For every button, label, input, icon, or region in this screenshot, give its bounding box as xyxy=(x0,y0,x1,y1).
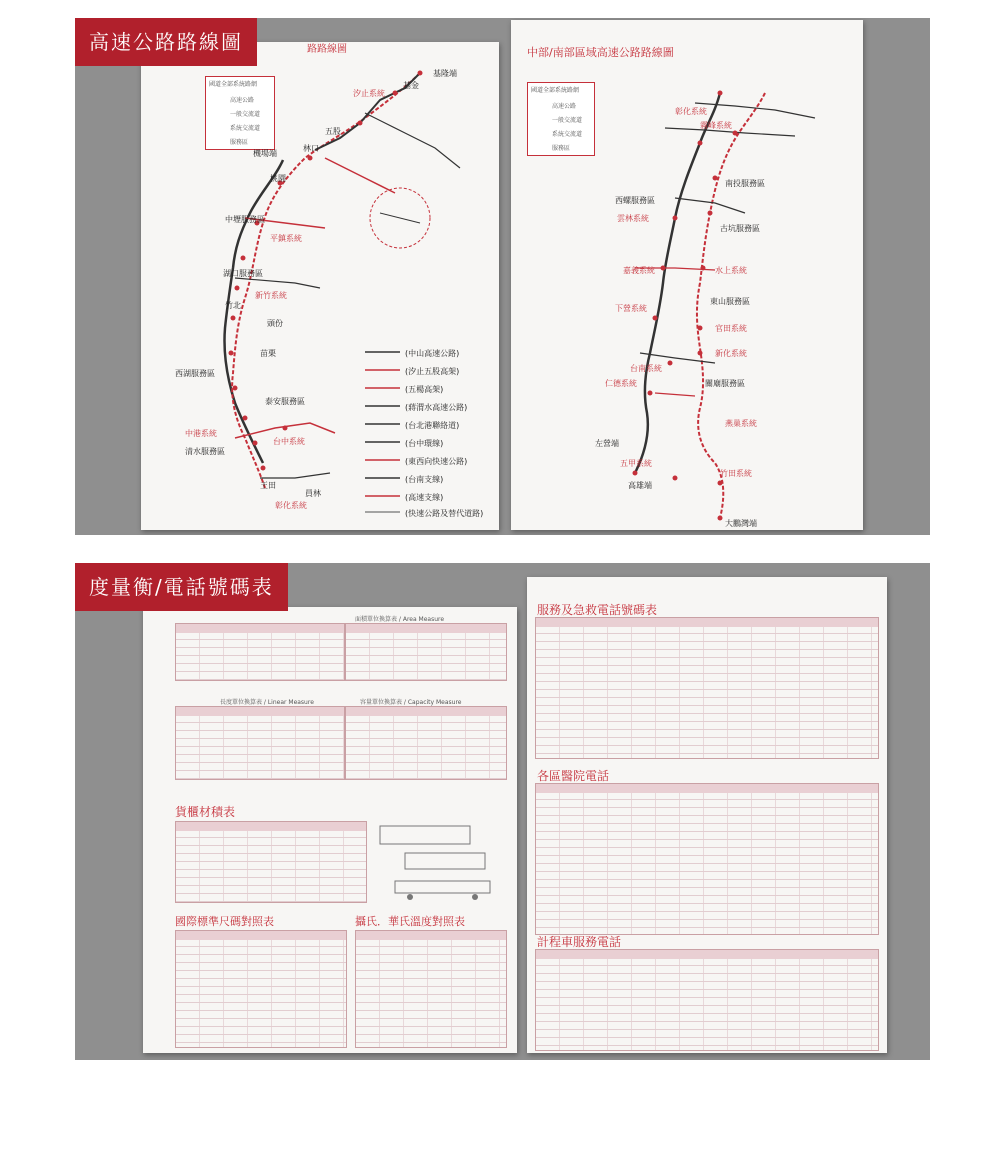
place-label: 彰化系統 xyxy=(675,107,707,116)
place-label: 南投服務區 xyxy=(725,179,765,188)
road-legend-item: (五楊高架) xyxy=(405,385,444,394)
road-legend-item: (快速公路及替代道路) xyxy=(405,509,484,518)
taxi-phone-title: 計程車服務電話 xyxy=(537,935,622,949)
highway-map-photo xyxy=(75,18,930,535)
area-measure-table xyxy=(175,623,345,681)
legend-item-2: 一般交流道 xyxy=(230,111,261,118)
place-label: 基隆端 xyxy=(433,69,457,78)
place-label: 台南系統 xyxy=(630,364,662,373)
place-label: 仁德系統 xyxy=(605,379,637,388)
area-measure-table-2 xyxy=(345,623,507,681)
place-label: 機場端 xyxy=(253,149,277,158)
place-label: 竹北 xyxy=(225,301,241,310)
place-label: 五甲系統 xyxy=(620,459,652,468)
linear-measure-title: 長度單位換算表 / Linear Measure xyxy=(220,699,314,706)
size-table xyxy=(175,930,347,1048)
measure-phone-photo xyxy=(75,563,930,1060)
place-label: 新化系統 xyxy=(715,349,747,358)
place-label: 下營系統 xyxy=(615,304,647,313)
place-label: 基金 xyxy=(403,81,419,90)
place-label: 大鵬灣端 xyxy=(725,519,757,528)
road-legend-item: (台南支線) xyxy=(405,475,444,484)
place-label: 汐止系統 xyxy=(353,89,385,98)
legend-item-3: 系統交流道 xyxy=(552,131,583,138)
linear-measure-table xyxy=(175,706,345,780)
container-table-title: 貨櫃材積表 xyxy=(175,805,236,819)
place-label: 霧峰系統 xyxy=(700,121,732,130)
service-phone-table xyxy=(535,617,879,759)
legend-item-1: 高速公路 xyxy=(552,103,577,110)
road-legend-item: (蔣渭水高速公路) xyxy=(405,403,468,412)
place-label: 清水服務區 xyxy=(185,447,225,456)
place-label: 雲林系統 xyxy=(617,214,649,223)
place-label: 左營端 xyxy=(595,439,619,448)
hospital-phone-table xyxy=(535,783,879,935)
place-label: 西螺服務區 xyxy=(615,196,655,205)
road-legend-item: (東西向快速公路) xyxy=(405,457,468,466)
place-label: 中壢服務區 xyxy=(225,215,265,224)
place-label: 高雄端 xyxy=(628,481,652,490)
place-label: 頭份 xyxy=(267,319,283,328)
place-label: 王田 xyxy=(260,481,276,490)
place-label: 關廟服務區 xyxy=(705,379,745,388)
place-label: 東山服務區 xyxy=(710,297,750,306)
highway-route-drawing xyxy=(75,18,930,535)
road-legend-item: (汐止五股高架) xyxy=(405,367,460,376)
place-label: 桃園 xyxy=(270,174,286,183)
section-banner-measure: 度量衡/電話號碼表 xyxy=(75,563,288,611)
road-legend-item: (中山高速公路) xyxy=(405,349,460,358)
place-label: 古坑服務區 xyxy=(720,224,760,233)
place-label: 水上系統 xyxy=(715,266,747,275)
highway-1-line xyxy=(224,160,283,463)
left-map-legend: 國道全部系統路網 高速公路 一般交流道 系統交流道 服務區 xyxy=(205,76,275,150)
road-legend-item: (高速支線) xyxy=(405,493,444,502)
container-table xyxy=(175,821,367,903)
place-label: 燕巢系統 xyxy=(725,419,757,428)
legend-item-2: 一般交流道 xyxy=(552,117,583,124)
place-label: 中港系統 xyxy=(185,429,217,438)
right-map-legend: 國道全部系統路網 高速公路 一般交流道 系統交流道 服務區 xyxy=(527,82,595,156)
section-banner-map: 高速公路路線圖 xyxy=(75,18,257,66)
legend-item-1: 高速公路 xyxy=(230,97,255,104)
place-label: 台中系統 xyxy=(273,437,305,446)
place-label: 官田系統 xyxy=(715,324,747,333)
service-phone-title: 服務及急救電話號碼表 xyxy=(537,603,658,617)
place-label: 平鎮系統 xyxy=(270,234,302,243)
road-legend-item: (台中環線) xyxy=(405,439,444,448)
legend-item-4: 服務區 xyxy=(552,145,571,152)
temperature-table xyxy=(355,930,507,1048)
place-label: 彰化系統 xyxy=(275,501,307,510)
size-table-title: 國際標準尺碼對照表 xyxy=(175,915,274,928)
place-label: 西湖服務區 xyxy=(175,369,215,378)
left-map-title: 路路線圖 xyxy=(307,44,347,55)
taxi-phone-table xyxy=(535,949,879,1051)
capacity-measure-table xyxy=(345,706,507,780)
place-label: 員林 xyxy=(305,489,321,498)
hospital-phone-title: 各區醫院電話 xyxy=(537,769,610,783)
place-label: 湖口服務區 xyxy=(223,269,263,278)
area-measure-title: 面積單位換算表 / Area Measure xyxy=(355,616,445,623)
road-legend-item: (台北港聯絡道) xyxy=(405,421,460,430)
right-map-title: 中部/南部區域高速公路路線圖 xyxy=(527,46,674,59)
place-label: 苗栗 xyxy=(260,349,276,358)
legend-item-3: 系統交流道 xyxy=(230,125,261,132)
place-label: 嘉義系統 xyxy=(623,266,655,275)
place-label: 五股 xyxy=(325,127,341,136)
temperature-table-title: 攝氏．華氏溫度對照表 xyxy=(355,915,465,928)
place-label: 竹田系統 xyxy=(720,469,752,478)
highway-1-south-line xyxy=(635,93,720,473)
capacity-measure-title: 容量單位換算表 / Capacity Measure xyxy=(360,699,462,706)
legend-item-4: 服務區 xyxy=(230,139,249,146)
place-label: 新竹系統 xyxy=(255,291,287,300)
place-label: 泰安服務區 xyxy=(265,397,305,406)
place-label: 林口 xyxy=(303,144,319,153)
